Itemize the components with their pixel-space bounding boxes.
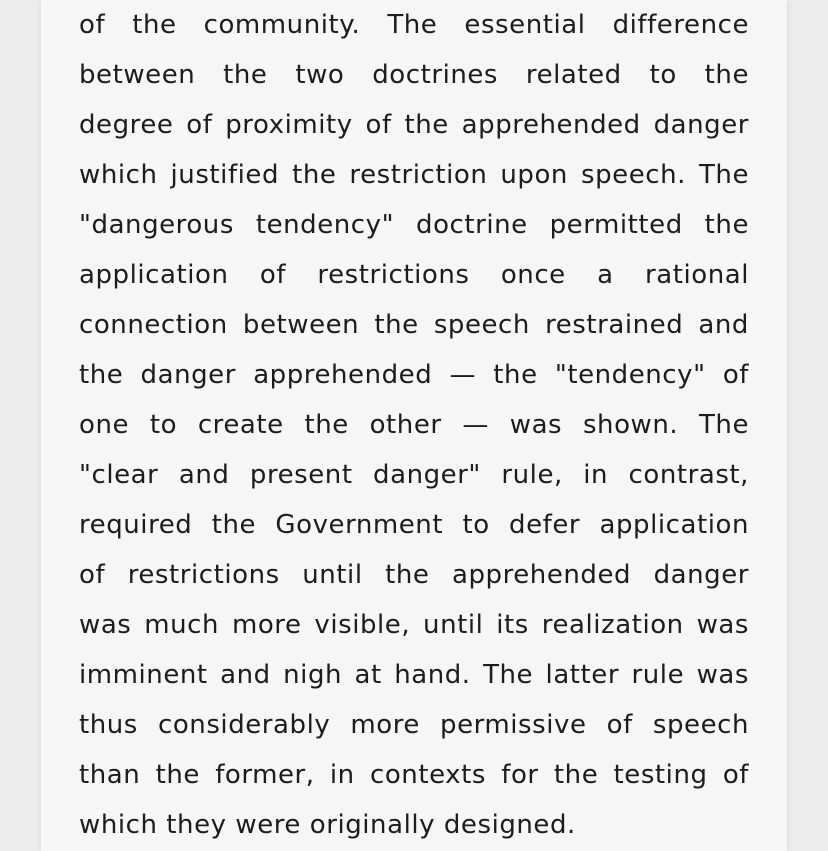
text-line: between the two doctrines related to the: [79, 60, 749, 90]
text-line: application of restrictions once a rational: [79, 260, 749, 290]
text-line: "clear and present danger" rule, in contrast,: [79, 460, 749, 490]
text-line: connection between the speech restrained and: [79, 310, 749, 340]
text-line: thus considerably more permissive of speech: [79, 710, 749, 740]
text-line: the danger apprehended — the "tendency" of: [79, 360, 749, 390]
document-page: [41, 0, 787, 851]
text-line: required the Government to defer application: [79, 510, 749, 540]
text-line: "dangerous tendency" doctrine permitted the: [79, 210, 749, 240]
paragraph: [79, 0, 749, 850]
text-line: degree of proximity of the apprehended danger: [79, 110, 749, 140]
text-line: which they were originally designed.: [79, 810, 576, 840]
text-line: than the former, in contexts for the testing of: [79, 760, 749, 790]
text-line: of restrictions until the apprehended danger: [79, 560, 749, 590]
text-line: of the community. The essential difference: [79, 10, 749, 40]
text-line: imminent and nigh at hand. The latter rule was: [79, 660, 749, 690]
text-line: was much more visible, until its realization was: [79, 610, 749, 640]
text-line: which justified the restriction upon speech. The: [79, 160, 749, 190]
text-line: one to create the other — was shown. The: [79, 410, 749, 440]
